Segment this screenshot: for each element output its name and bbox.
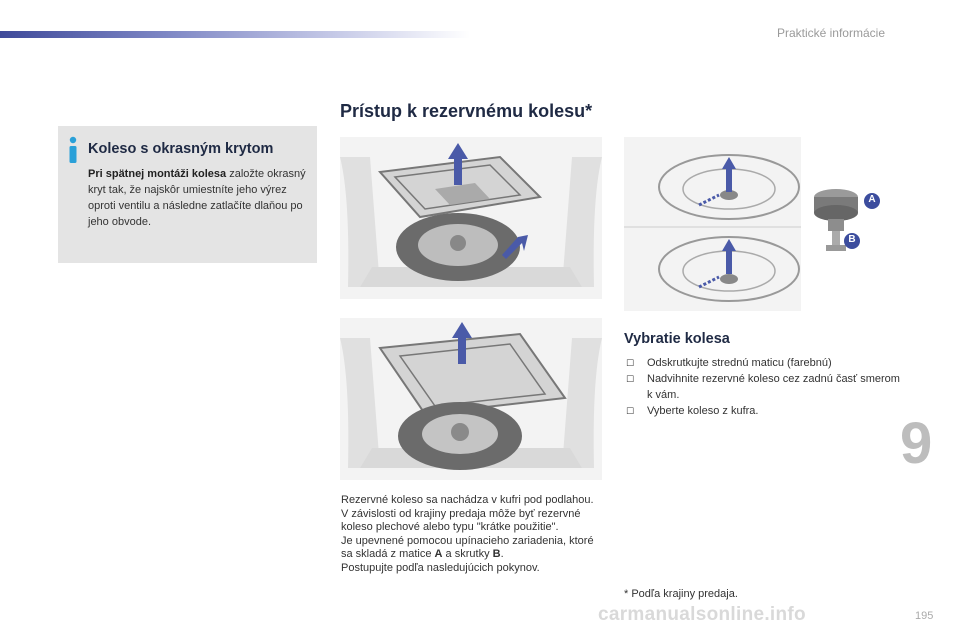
caption-line-3-c: . [500, 548, 504, 561]
info-box [58, 126, 317, 263]
caption-line-1: Rezervné koleso sa nachádza v kufri pod podlahou. [341, 494, 594, 506]
info-heading: Koleso s okrasným krytom [88, 141, 274, 157]
step-text: Odskrutkujte strednú maticu (farebnú) [647, 357, 832, 369]
label-b: B [848, 234, 856, 245]
caption-label-b: B [492, 548, 501, 561]
label-a: A [868, 194, 876, 205]
trunk-illustration-2 [340, 318, 602, 480]
page-title: Prístup k rezervnému kolesu* [340, 101, 593, 121]
caption-label-a: A [434, 548, 443, 561]
removal-heading: Vybratie kolesa [624, 331, 730, 347]
header-color-bar [0, 31, 470, 38]
step-text: Nadvihnite rezervné koleso cez zadnú časť smerom k vám. [647, 373, 900, 401]
caption-line-3-b: a skrutky [442, 548, 493, 561]
step-item [624, 371, 904, 403]
step-item [624, 355, 904, 371]
spare-wheel-description [341, 494, 601, 576]
checkbox-bullet-icon: ☐ [626, 374, 635, 384]
step-text: Vyberte koleso z kufra. [647, 405, 759, 417]
section-title: Praktické informácie [776, 26, 885, 40]
caption-line-2: V závislosti od krajiny predaja môže byť rezervné koleso plechové alebo typu "krátke použitie". [341, 507, 581, 534]
caption-line-3 [341, 535, 601, 562]
wheel-closeup-illustration [624, 137, 801, 311]
info-text [88, 166, 310, 230]
trunk-illustration-1 [340, 137, 602, 299]
page-number: 195 [915, 610, 934, 622]
info-text-rest: založte okrasný kryt tak, že najskôr umiestníte jeho výrez oproti ventilu a následne zatlačíte dlaňou po jeho obvode. [88, 168, 306, 228]
checkbox-bullet-icon: ☐ [626, 406, 635, 416]
watermark: carmanualsonline.info [598, 604, 806, 625]
checkbox-bullet-icon: ☐ [626, 358, 635, 368]
removal-steps [624, 355, 904, 419]
step-item [624, 403, 904, 419]
chapter-number: 9 [900, 411, 933, 476]
info-text-bold: Pri spätnej montáži kolesa [88, 168, 227, 180]
info-icon [66, 136, 80, 164]
caption-line-3-a: Je upevnené pomocou upínacieho zariadenia, ktoré sa skladá z matice [341, 534, 594, 561]
fixing-parts-illustration [806, 183, 886, 263]
caption-line-4: Postupujte podľa nasledujúcich pokynov. [341, 561, 540, 574]
footnote: * Podľa krajiny predaja. [624, 588, 738, 600]
